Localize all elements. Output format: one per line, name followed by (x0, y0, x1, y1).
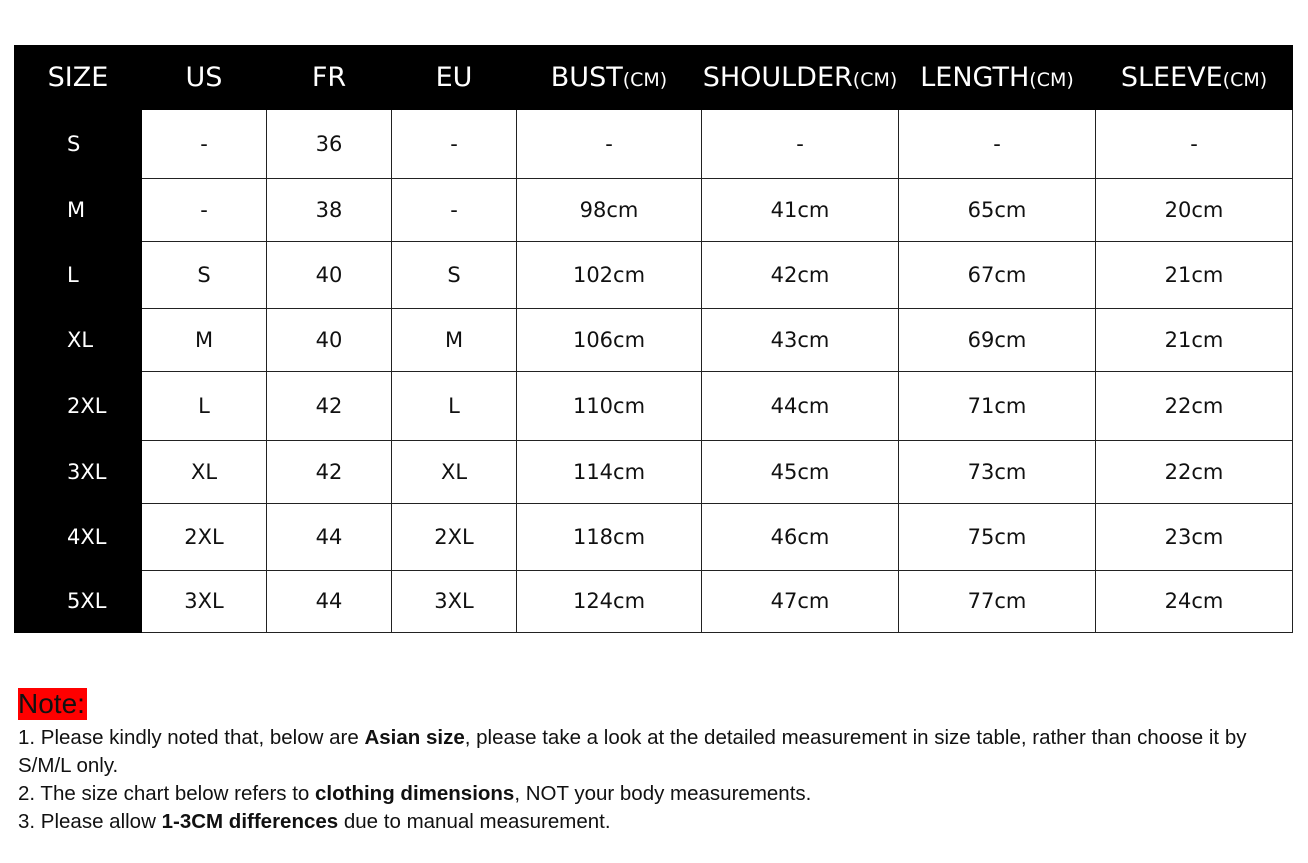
table-body (15, 110, 1293, 633)
shoulder-cell: 41cm (702, 179, 899, 242)
shoulder-cell: 47cm (702, 570, 899, 632)
length-cell: - (899, 110, 1096, 179)
header-size: SIZE (15, 46, 142, 110)
note-line-3: 3. Please allow 1-3CM differences due to manual measurement. (18, 810, 611, 833)
table-row (15, 570, 1293, 632)
eu-cell: L (392, 372, 517, 440)
us-cell: 2XL (142, 503, 267, 570)
bust-cell: 98cm (517, 179, 702, 242)
table-row (15, 242, 1293, 309)
size-cell: 5XL (15, 570, 142, 632)
shoulder-cell: 44cm (702, 372, 899, 440)
length-cell: 77cm (899, 570, 1096, 632)
bust-cell: 102cm (517, 242, 702, 309)
shoulder-cell: - (702, 110, 899, 179)
fr-cell: 36 (267, 110, 392, 179)
note-line-2: 2. The size chart below refers to clothing dimensions, NOT your body measurements. (18, 782, 812, 805)
bust-cell: 114cm (517, 440, 702, 503)
eu-cell: - (392, 179, 517, 242)
size-cell: M (15, 179, 142, 242)
fr-cell: 44 (267, 570, 392, 632)
bust-cell: 118cm (517, 503, 702, 570)
header-length: LENGTH(CM) (899, 46, 1096, 110)
length-cell: 65cm (899, 179, 1096, 242)
eu-cell: - (392, 110, 517, 179)
fr-cell: 38 (267, 179, 392, 242)
shoulder-cell: 42cm (702, 242, 899, 309)
size-cell: XL (15, 309, 142, 372)
size-cell: 3XL (15, 440, 142, 503)
header-eu: EU (392, 46, 517, 110)
header-bust: BUST(CM) (517, 46, 702, 110)
header-sleeve: SLEEVE(CM) (1096, 46, 1293, 110)
length-cell: 67cm (899, 242, 1096, 309)
eu-cell: XL (392, 440, 517, 503)
size-chart-table (14, 45, 1293, 633)
shoulder-cell: 46cm (702, 503, 899, 570)
length-cell: 69cm (899, 309, 1096, 372)
length-cell: 71cm (899, 372, 1096, 440)
sleeve-cell: 21cm (1096, 309, 1293, 372)
bust-cell: 106cm (517, 309, 702, 372)
table-row (15, 110, 1293, 179)
eu-cell: M (392, 309, 517, 372)
fr-cell: 40 (267, 309, 392, 372)
header-fr: FR (267, 46, 392, 110)
us-cell: 3XL (142, 570, 267, 632)
table-row (15, 372, 1293, 440)
bust-cell: - (517, 110, 702, 179)
shoulder-cell: 43cm (702, 309, 899, 372)
fr-cell: 42 (267, 440, 392, 503)
sleeve-cell: 22cm (1096, 372, 1293, 440)
table-header-row (15, 46, 1293, 110)
sleeve-cell: 24cm (1096, 570, 1293, 632)
length-cell: 75cm (899, 503, 1096, 570)
us-cell: - (142, 179, 267, 242)
size-cell: 4XL (15, 503, 142, 570)
fr-cell: 42 (267, 372, 392, 440)
sleeve-cell: 20cm (1096, 179, 1293, 242)
us-cell: M (142, 309, 267, 372)
eu-cell: S (392, 242, 517, 309)
table-row (15, 179, 1293, 242)
table-row (15, 503, 1293, 570)
notes-section (18, 688, 1288, 836)
bust-cell: 110cm (517, 372, 702, 440)
us-cell: - (142, 110, 267, 179)
eu-cell: 2XL (392, 503, 517, 570)
us-cell: XL (142, 440, 267, 503)
fr-cell: 44 (267, 503, 392, 570)
us-cell: S (142, 242, 267, 309)
header-us: US (142, 46, 267, 110)
length-cell: 73cm (899, 440, 1096, 503)
us-cell: L (142, 372, 267, 440)
shoulder-cell: 45cm (702, 440, 899, 503)
size-cell: S (15, 110, 142, 179)
eu-cell: 3XL (392, 570, 517, 632)
sleeve-cell: 23cm (1096, 503, 1293, 570)
sleeve-cell: - (1096, 110, 1293, 179)
size-cell: L (15, 242, 142, 309)
header-shoulder: SHOULDER(CM) (702, 46, 899, 110)
size-cell: 2XL (15, 372, 142, 440)
table-row (15, 440, 1293, 503)
table-row (15, 309, 1293, 372)
sleeve-cell: 21cm (1096, 242, 1293, 309)
note-line-1: 1. Please kindly noted that, below are Asian size, please take a look at the detailed measurement in size table, rather than choose it by S/M/L only. (18, 726, 1247, 777)
bust-cell: 124cm (517, 570, 702, 632)
note-title: Note: (18, 688, 85, 719)
fr-cell: 40 (267, 242, 392, 309)
sleeve-cell: 22cm (1096, 440, 1293, 503)
